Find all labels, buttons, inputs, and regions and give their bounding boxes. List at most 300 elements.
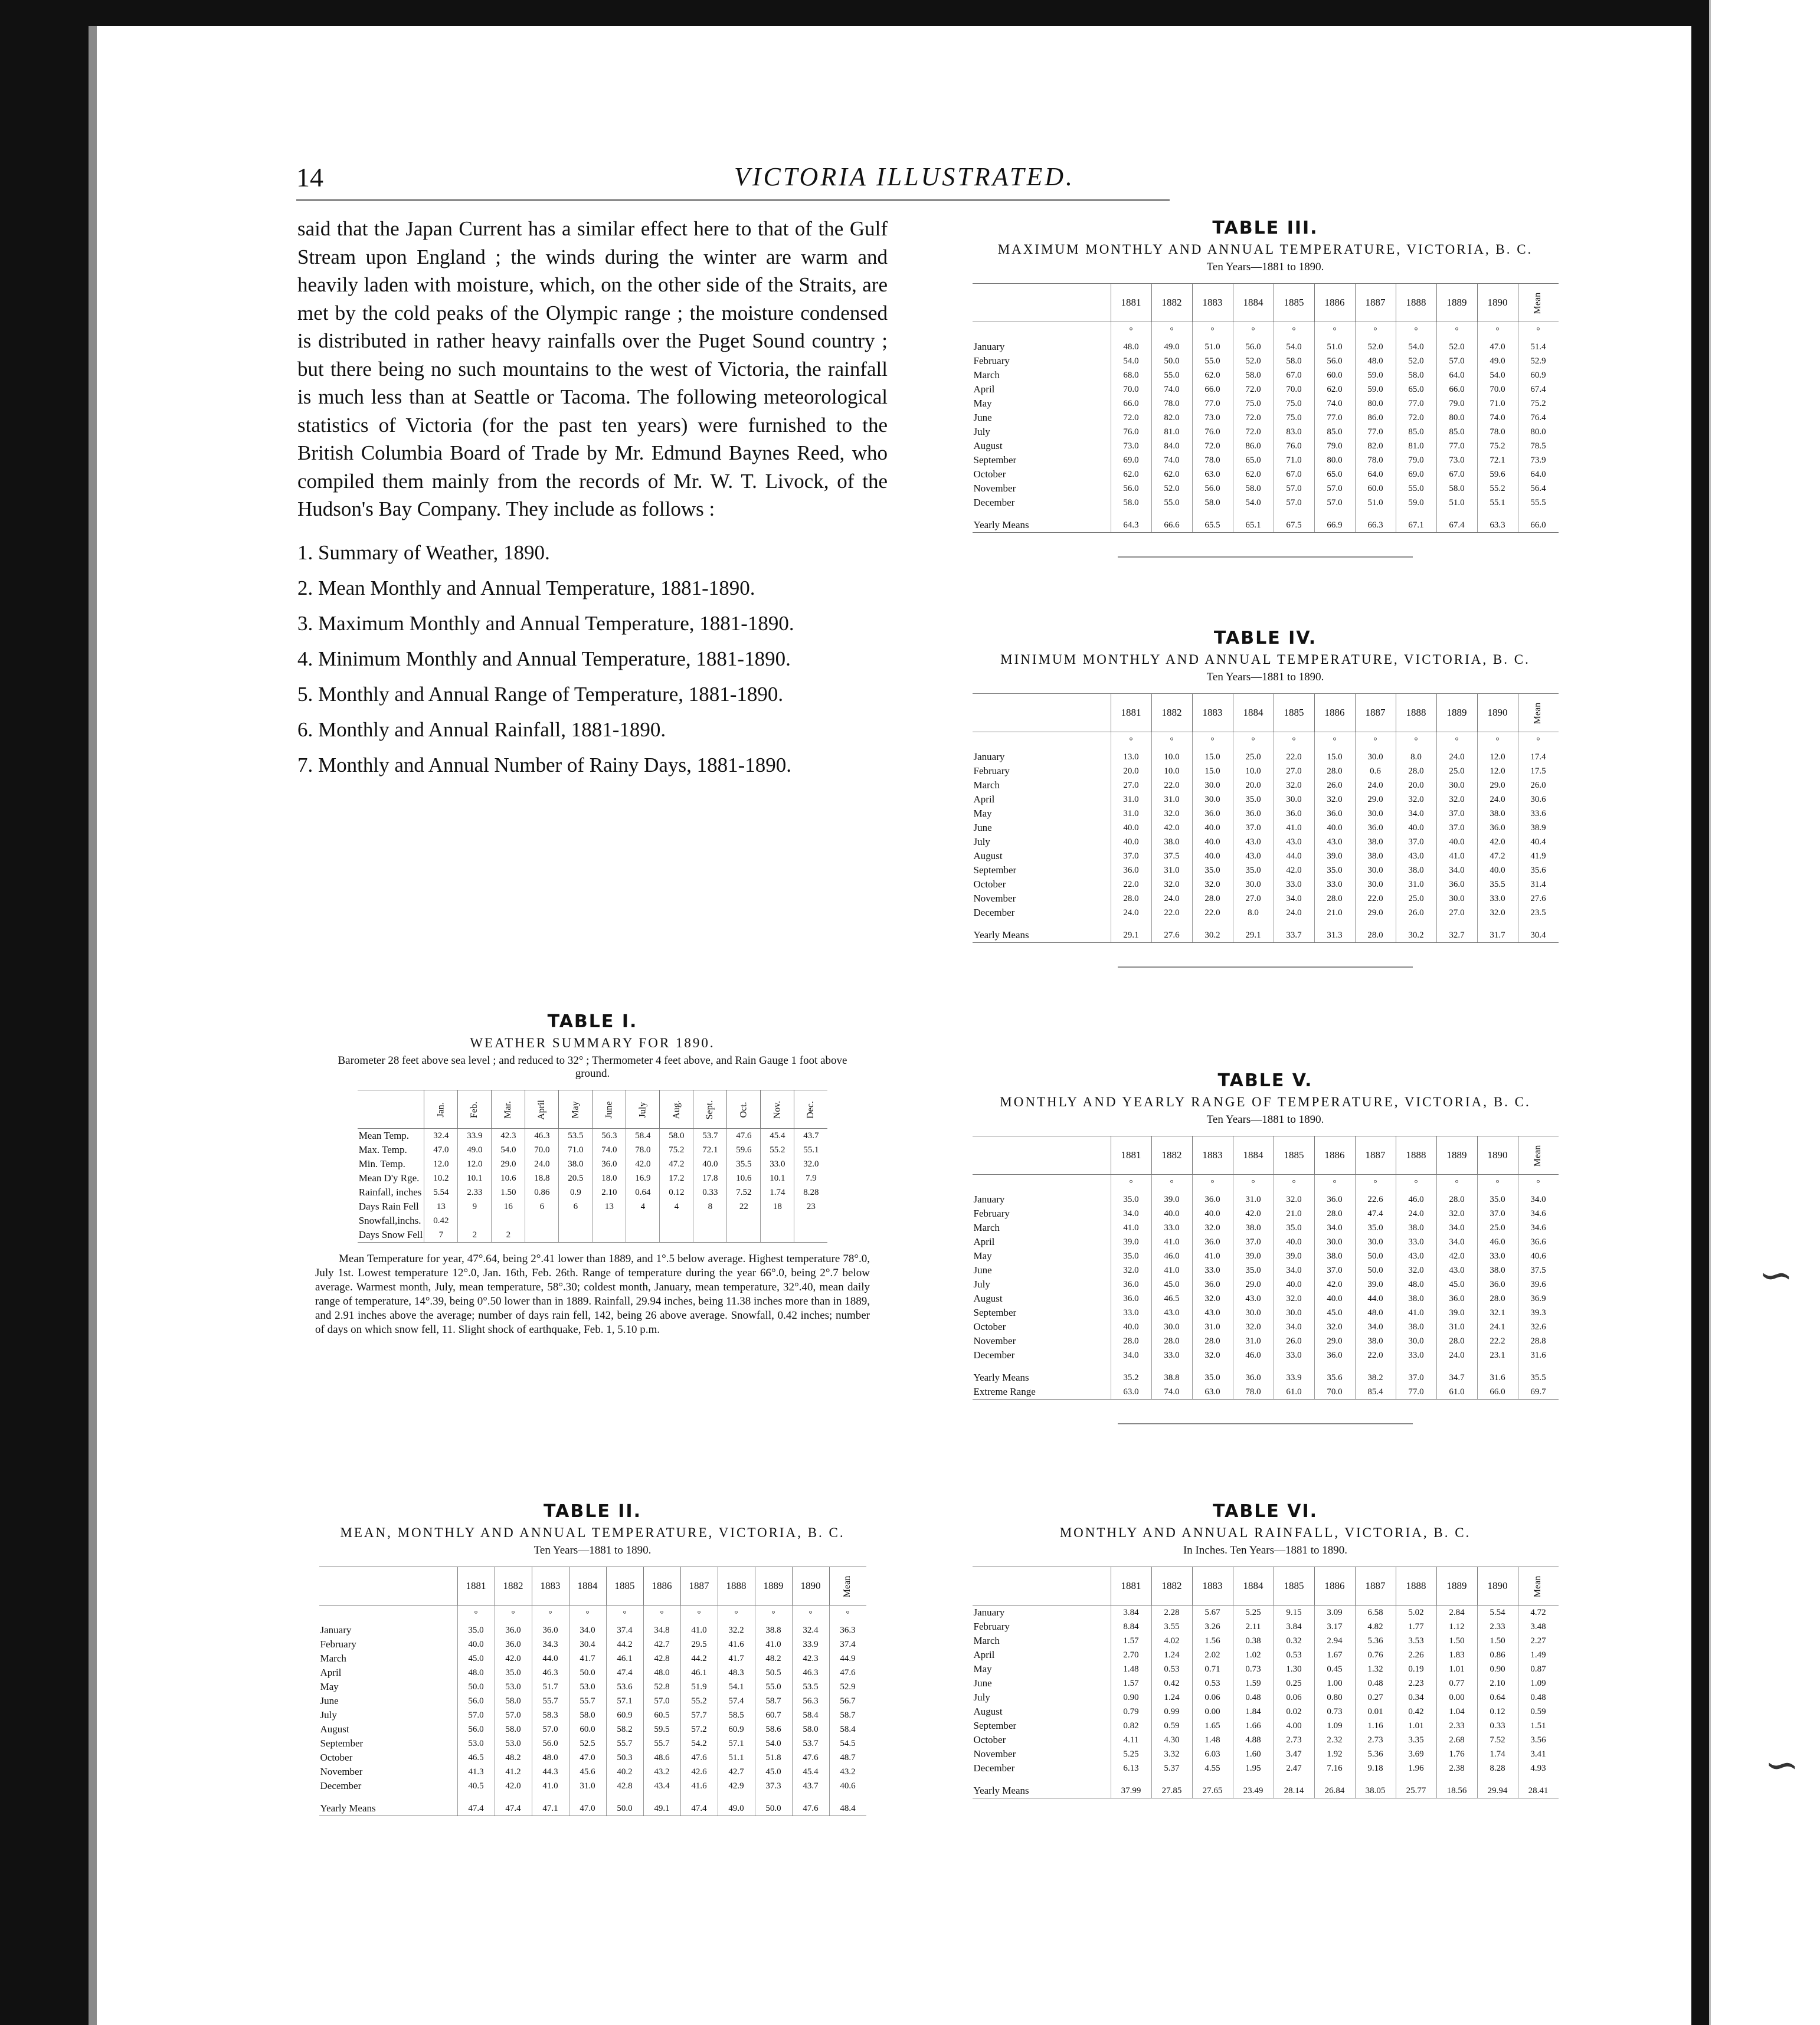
table-cell: 0.53 [1151,1662,1192,1676]
table-cell: 55.2 [1477,481,1518,496]
table-cell: 10.1 [761,1171,794,1185]
month-label: February [320,1639,356,1650]
table-row [973,1292,1559,1306]
table-cell: 62.0 [1111,467,1151,481]
year-header: 1885 [606,1567,643,1605]
year-header: 1882 [1151,1567,1192,1605]
degree-mark: ° [1111,732,1151,751]
month-label: December [973,907,1015,918]
table-cell: 1.57 [1111,1634,1151,1648]
table-cell: 22.0 [1355,1348,1396,1362]
table-cell: 52.0 [1396,354,1436,368]
table-subtitle: MINIMUM MONTHLY AND ANNUAL TEMPERATURE, VICTORIA, B. C. [1000,652,1530,667]
table-cell: 7 [424,1228,458,1243]
table-cell: 2.27 [1518,1634,1559,1648]
table-cell: 1.50 [1477,1634,1518,1648]
table-cell: 6.13 [1111,1761,1151,1775]
table-cell: 0.6 [1355,764,1396,778]
table-cell: 51.7 [532,1680,569,1694]
table-cell: 2.47 [1274,1761,1314,1775]
table-cell: 55.7 [569,1694,606,1708]
table-cell: 57.1 [606,1694,643,1708]
table-cell: 47.6 [829,1666,866,1680]
table-cell: 37.5 [1518,1263,1559,1277]
table-cell: 32.0 [1477,906,1518,920]
year-header: 1884 [1233,694,1274,732]
table-cell: 28.0 [1314,764,1355,778]
column-header [593,1090,626,1129]
table-cell: 40.6 [1518,1249,1559,1263]
table-cell: 32.0 [1274,1192,1314,1207]
intro-column [297,215,888,787]
table-cell: 38.0 [1396,1221,1436,1235]
month-label: November [973,893,1016,904]
table-cell: 41.7 [718,1652,755,1666]
table-subtitle: MEAN, MONTHLY AND ANNUAL TEMPERATURE, VICTORIA, B. C. [340,1525,845,1540]
yearly-mean-cell: 36.0 [1233,1362,1274,1385]
table-separator [1118,1423,1413,1424]
table-cell: 78.0 [1355,453,1396,467]
table-cell: 55.2 [680,1694,718,1708]
table-cell: 4.93 [1518,1761,1559,1775]
table-cell: 13 [424,1200,458,1214]
row-label: Mean D'y Rge. [358,1172,420,1184]
table-cell: 54.2 [680,1736,718,1751]
table-cell: 55.1 [1477,496,1518,510]
year-header [1518,694,1559,732]
table-cell: 33.0 [1396,1348,1436,1362]
table-cell: 2 [458,1228,492,1243]
table-cell: 0.76 [1355,1648,1396,1662]
table-cell: 32.0 [1192,1292,1233,1306]
table-row [973,1263,1559,1277]
table-cell: 37.0 [1233,821,1274,835]
table-cell: 42.3 [492,1129,525,1143]
table-cell: 38.0 [1314,1249,1355,1263]
yearly-mean-cell: 47.4 [495,1793,532,1816]
table-cell: 60.0 [1314,368,1355,382]
table-cell: 3.69 [1396,1747,1436,1761]
table-cell: 30.0 [1355,807,1396,821]
table-cell: 80.0 [1355,397,1396,411]
yearly-mean-cell: 47.1 [532,1793,569,1816]
table-cell: 1.30 [1274,1662,1314,1676]
column-header-label: Jan. [436,1102,446,1118]
table-cell: 77.0 [1436,439,1477,453]
degree-row [973,732,1559,751]
header-row [319,1567,866,1605]
table-row [973,425,1559,439]
table-cell: 48.0 [532,1751,569,1765]
table-cell: 47.2 [1477,849,1518,863]
year-header: 1882 [495,1567,532,1605]
yearly-mean-cell: 37.99 [1111,1775,1151,1798]
column-header [458,1090,492,1129]
table-cell: 78.0 [626,1143,660,1157]
table-cell: 47.0 [1477,340,1518,354]
table-cell: 1.95 [1233,1761,1274,1775]
extreme-range-cell: 63.0 [1192,1385,1233,1400]
yearly-means-row [973,920,1559,943]
table-cell: 48.3 [718,1666,755,1680]
table-cell: 53.0 [457,1736,495,1751]
row-label: Mean Temp. [358,1130,410,1141]
table-cell: 7.52 [727,1185,761,1200]
table-cell: 0.59 [1518,1705,1559,1719]
yearly-mean-cell: 67.5 [1274,510,1314,533]
table-cell: 6 [525,1200,559,1214]
table-cell: 58.0 [1111,496,1151,510]
table-row [973,1221,1559,1235]
table-cell: 58.0 [495,1722,532,1736]
month-label: July [973,1692,990,1703]
degree-mark: ° [569,1605,606,1624]
table-cell: 36.0 [1314,1192,1355,1207]
table-cell: 58.4 [792,1708,829,1722]
table-cell: 10.0 [1233,764,1274,778]
table-cell: 72.0 [1233,411,1274,425]
table-cell: 37.0 [1436,807,1477,821]
yearly-mean-cell: 30.2 [1396,920,1436,943]
table-cell: 78.0 [1151,397,1192,411]
table-cell: 43.0 [1436,1263,1477,1277]
table-cell: 51.0 [1436,496,1477,510]
table-cell: 35.0 [1233,792,1274,807]
table-cell: 30.0 [1436,778,1477,792]
table-cell: 7.52 [1477,1733,1518,1747]
table-cell: 50.0 [1151,354,1192,368]
table-cell: 37.0 [1233,1235,1274,1249]
table-cell: 37.5 [1151,849,1192,863]
table-row [319,1666,866,1680]
table-cell: 32.2 [718,1623,755,1637]
table-cell: 1.04 [1436,1705,1477,1719]
table-cell: 37.0 [1396,835,1436,849]
table-row [973,1747,1559,1761]
table-cell: 4.11 [1111,1733,1151,1747]
table-cell: 1.74 [1477,1747,1518,1761]
table-cell: 57.0 [1274,481,1314,496]
table-cell: 36.0 [1192,1192,1233,1207]
list-item: 1. Summary of Weather, 1890. [297,540,550,564]
table-cell: 38.9 [1518,821,1559,835]
extreme-range-cell: 63.0 [1111,1385,1151,1400]
list-item: 7. Monthly and Annual Number of Rainy Days, 1881-1890. [297,753,791,776]
table-cell: 54.0 [755,1736,792,1751]
table-cell: 32.6 [1518,1320,1559,1334]
table-cell: 2.84 [1436,1605,1477,1620]
table-cell: 32.0 [1436,1207,1477,1221]
table-cell: 4.30 [1151,1733,1192,1747]
table-cell: 86.0 [1355,411,1396,425]
table-cell: 0.64 [1477,1690,1518,1705]
table-cell: 77.0 [1314,411,1355,425]
table-cell: 1.16 [1355,1719,1396,1733]
table-cell: 30.0 [1274,1306,1314,1320]
table-cell: 29.0 [1477,778,1518,792]
table-cell: 77.0 [1355,425,1396,439]
table-row [973,1277,1559,1292]
year-header: 1888 [1396,284,1436,322]
table-cell: 38.0 [1396,1320,1436,1334]
table-cell: 40.5 [457,1779,495,1793]
table-cell: 52.0 [1233,354,1274,368]
table-subtitle: WEATHER SUMMARY FOR 1890. [470,1036,715,1050]
month-label: January [973,1607,1005,1618]
table-cell: 1.01 [1436,1662,1477,1676]
table-cell: 36.0 [1111,863,1151,877]
table-cell: 34.0 [1396,807,1436,821]
month-label: March [973,779,1000,791]
degree-mark: ° [680,1605,718,1624]
table-cell: 31.0 [1111,807,1151,821]
table-cell: 51.9 [680,1680,718,1694]
table-cell: 48.0 [643,1666,680,1680]
table-cell: 32.0 [1192,1221,1233,1235]
table-row [973,481,1559,496]
table-cell: 12.0 [1477,750,1518,764]
scan-top-border [0,0,1820,26]
table-cell: 58.0 [1396,368,1436,382]
year-header: 1884 [1233,1136,1274,1175]
table-row [973,1648,1559,1662]
table-cell: 33.0 [1151,1348,1192,1362]
table-cell: 72.0 [1111,411,1151,425]
table-row [973,453,1559,467]
table-cell: 29.5 [680,1637,718,1652]
table-cell: 56.0 [1233,340,1274,354]
table-cell: 20.0 [1111,764,1151,778]
table-cell: 60.9 [718,1722,755,1736]
table-cell: 37.0 [1111,849,1151,863]
table-row [973,1306,1559,1320]
table-cell: 0.25 [1274,1676,1314,1690]
degree-mark: ° [1396,732,1436,751]
table-row [358,1157,828,1171]
table-cell: 37.4 [606,1623,643,1637]
table-title: TABLE III. [1212,218,1318,238]
table-cell: 31.0 [1436,1320,1477,1334]
table-cell: 42.8 [606,1779,643,1793]
table-cell: 48.2 [495,1751,532,1765]
table-cell: 36.6 [1518,1235,1559,1249]
table-cell: 33.0 [1477,892,1518,906]
table-cell: 0.48 [1518,1690,1559,1705]
degree-mark: ° [1477,732,1518,751]
table-cell: 42.0 [1233,1207,1274,1221]
table-cell: 33.9 [792,1637,829,1652]
table-cell: 26.0 [1274,1334,1314,1348]
table-cell: 59.5 [643,1722,680,1736]
table-cell: 35.0 [457,1623,495,1637]
table-cell: 34.0 [1518,1192,1559,1207]
table-cell: 48.7 [829,1751,866,1765]
table-cell: 13.0 [1111,750,1151,764]
table-cell: 40.0 [1314,821,1355,835]
table-cell: 76.0 [1192,425,1233,439]
table-cell: 30.0 [1192,778,1233,792]
table-row [973,807,1559,821]
table-cell: 47.0 [424,1143,458,1157]
table-cell: 3.55 [1151,1620,1192,1634]
yearly-means-row [319,1793,866,1816]
table-cell: 0.73 [1314,1705,1355,1719]
table-cell: 66.0 [1192,382,1233,397]
table-cell: 32.0 [794,1157,828,1171]
table-cell: 30.0 [1233,877,1274,892]
table-row [319,1751,866,1765]
degree-row [973,1175,1559,1193]
table-cell: 41.0 [1436,849,1477,863]
month-label: October [973,468,1006,480]
yearly-mean-cell: 27.6 [1151,920,1192,943]
table-row [973,1334,1559,1348]
table-cell: 55.5 [1518,496,1559,510]
table-row [319,1722,866,1736]
table-cell: 43.7 [794,1129,828,1143]
statistics-list [297,539,888,779]
table-cell: 28.0 [1436,1334,1477,1348]
table-cell: 60.7 [755,1708,792,1722]
yearly-mean-cell: 65.5 [1192,510,1233,533]
table-cell: 21.0 [1314,906,1355,920]
table-cell: 58.4 [829,1722,866,1736]
table-cell: 25.0 [1436,764,1477,778]
table-cell: 78.0 [1192,453,1233,467]
degree-mark: ° [829,1605,866,1624]
table-row [973,1235,1559,1249]
table-cell: 40.0 [457,1637,495,1652]
list-item: 4. Minimum Monthly and Annual Temperature, 1881-1890. [297,647,791,670]
yearly-mean-cell: 67.1 [1396,510,1436,533]
corner-cell [973,694,1111,732]
table-cell: 2.94 [1314,1634,1355,1648]
table-cell: 36.0 [1355,821,1396,835]
table-cell: 56.0 [457,1694,495,1708]
table-cell: 75.0 [1274,397,1314,411]
extreme-range-cell: 66.0 [1477,1385,1518,1400]
month-label: January [973,1194,1005,1205]
column-header-label: Feb. [469,1101,480,1118]
table-cell: 30.0 [1396,1334,1436,1348]
table-cell: 0.64 [626,1185,660,1200]
month-label: November [973,1748,1016,1759]
table-cell: 36.0 [1192,1235,1233,1249]
table-cell: 21.0 [1274,1207,1314,1221]
month-label: April [973,1236,995,1247]
table-row [973,439,1559,453]
year-header: 1883 [532,1567,569,1605]
table-row [358,1185,828,1200]
table-cell: 0.27 [1355,1690,1396,1705]
year-header: 1890 [1477,1136,1518,1175]
table-cell: 10.0 [1151,764,1192,778]
table-cell: 29.0 [1314,1334,1355,1348]
table-cell: 24.0 [1355,778,1396,792]
corner-cell [973,284,1111,322]
table-cell: 1.02 [1233,1648,1274,1662]
table-cell: 29.0 [1355,906,1396,920]
table-cell: 64.0 [1355,467,1396,481]
yearly-means-label: Yearly Means [319,1793,458,1816]
table-cell: 1.09 [1518,1676,1559,1690]
table-cell: 72.0 [1192,439,1233,453]
table-cell: 55.2 [761,1143,794,1157]
table-cell: 46.5 [457,1751,495,1765]
table-cell: 67.4 [1518,382,1559,397]
table-cell: 30.0 [1233,1306,1274,1320]
table-cell: 8.84 [1111,1620,1151,1634]
year-header: 1886 [1314,1136,1355,1175]
table-cell: 30.0 [1274,792,1314,807]
table-cell: 66.0 [1436,382,1477,397]
table-cell: 56.3 [792,1694,829,1708]
degree-mark: ° [1233,322,1274,340]
degree-mark: ° [1436,732,1477,751]
table-cell: 40.0 [1192,849,1233,863]
yearly-means-row [973,510,1559,533]
table-cell: 1.92 [1314,1747,1355,1761]
table-cell: 65.0 [1396,382,1436,397]
table-cell: 12.0 [1477,764,1518,778]
table-cell: 40.4 [1518,835,1559,849]
month-label: October [973,1321,1006,1332]
degree-mark: ° [1436,1175,1477,1193]
extreme-range-cell: 61.0 [1274,1385,1314,1400]
table-cell: 38.0 [1396,863,1436,877]
year-header: 1885 [1274,1567,1314,1605]
yearly-mean-cell: 25.77 [1396,1775,1436,1798]
extreme-range-label: Extreme Range [973,1385,1111,1400]
month-label: September [973,1307,1017,1318]
table-cell: 39.3 [1518,1306,1559,1320]
table-cell: 0.02 [1274,1705,1314,1719]
table-cell: 48.6 [643,1751,680,1765]
table-cell: 39.0 [1274,1249,1314,1263]
table-cell: 57.2 [680,1722,718,1736]
table-cell: 22.0 [1151,906,1192,920]
table-cell: 18.8 [525,1171,559,1185]
table-row [973,467,1559,481]
table-cell: 2.33 [1436,1719,1477,1733]
table-cell: 15.0 [1192,764,1233,778]
table-cell: 38.0 [1151,835,1192,849]
table-cell: 52.9 [1518,354,1559,368]
table-cell: 12.0 [424,1157,458,1171]
yearly-mean-cell: 28.41 [1518,1775,1559,1798]
table-cell: 54.0 [1477,368,1518,382]
data-table [973,283,1559,533]
table-cell: 3.84 [1274,1620,1314,1634]
table-cell: 48.0 [1355,1306,1396,1320]
table-cell: 67.0 [1436,467,1477,481]
table-cell: 34.0 [1436,863,1477,877]
table-cell: 56.0 [1314,354,1355,368]
table-row [973,1207,1559,1221]
table-row [973,1719,1559,1733]
table-cell: 28.0 [1477,1292,1518,1306]
month-label: May [973,1250,992,1261]
month-label: March [320,1653,346,1664]
table-subtitle: MONTHLY AND YEARLY RANGE OF TEMPERATURE, VICTORIA, B. C. [1000,1095,1531,1109]
header-rule [296,199,1170,201]
table-cell: 1.56 [1192,1634,1233,1648]
table-cell: 48.0 [1396,1277,1436,1292]
table-cell: 38.0 [1355,835,1396,849]
table-cell: 39.0 [1151,1192,1192,1207]
table-cell: 62.0 [1233,467,1274,481]
year-header: 1890 [1477,1567,1518,1605]
